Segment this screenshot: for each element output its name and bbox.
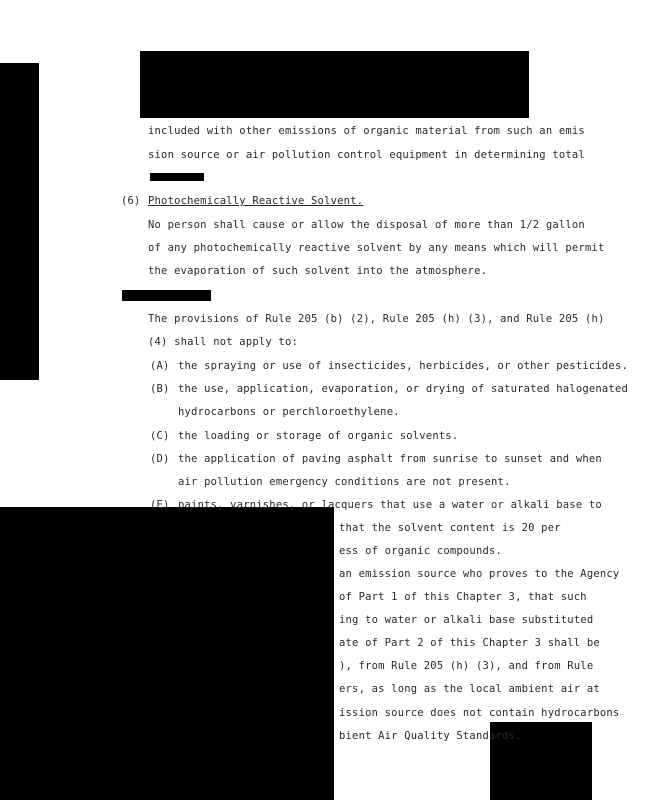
text-line: an emission source who proves to the Agency [339,568,620,580]
text-line: paints, varnishes, or lacquers that use a water or alkali base to [178,499,602,511]
text-line: ess of organic compounds. [339,545,503,557]
text-line: air pollution emergency conditions are not present. [178,476,511,488]
redaction-left-margin [0,63,39,380]
text-line: the use, application, evaporation, or drying of saturated halogenated [178,383,628,395]
text-line: ), from Rule 205 (h) (3), and from Rule [339,660,594,672]
text-line: The provisions of Rule 205 (b) (2), Rule 205 (h) (3), and Rule 205 (h) [148,313,605,325]
item-marker: (B) [150,383,170,395]
text-line: that the solvent content is 20 per [339,522,561,534]
redaction-heading-bar-2 [122,290,211,301]
text-line: (4) shall not apply to: [148,336,298,348]
redaction-top-block [140,51,529,118]
text-line: hydrocarbons or perchloroethylene. [178,406,400,418]
text-line: ing to water or alkali base substituted [339,614,594,626]
text-line: the application of paving asphalt from sunrise to sunset and when [178,453,602,465]
text-line: ers, as long as the local ambient air at [339,683,600,695]
section-marker: (6) [121,195,141,207]
text-line: ission source does not contain hydrocarbons [339,707,620,719]
text-line: ate of Part 2 of this Chapter 3 shall be [339,637,600,649]
item-marker: (E) [150,499,170,511]
item-marker: (A) [150,360,170,372]
redaction-heading-bar-1 [150,173,204,181]
section-heading: Photochemically Reactive Solvent. [148,195,364,207]
text-line: included with other emissions of organic material from such an emis [148,125,585,137]
item-marker: (D) [150,453,170,465]
text-line: bient Air Quality Standards. [339,730,522,742]
text-line: sion source or air pollution control equipment in determining total [148,149,585,161]
text-line: the spraying or use of insecticides, herbicides, or other pesticides. [178,360,628,372]
redaction-bottom-left-block [0,507,334,800]
text-line: of any photochemically reactive solvent by any means which will permit [148,242,605,254]
text-line: the loading or storage of organic solvents. [178,430,459,442]
text-line: the evaporation of such solvent into the atmosphere. [148,265,488,277]
text-line: of Part 1 of this Chapter 3, that such [339,591,587,603]
text-line: No person shall cause or allow the disposal of more than 1/2 gallon [148,219,585,231]
item-marker: (C) [150,430,170,442]
